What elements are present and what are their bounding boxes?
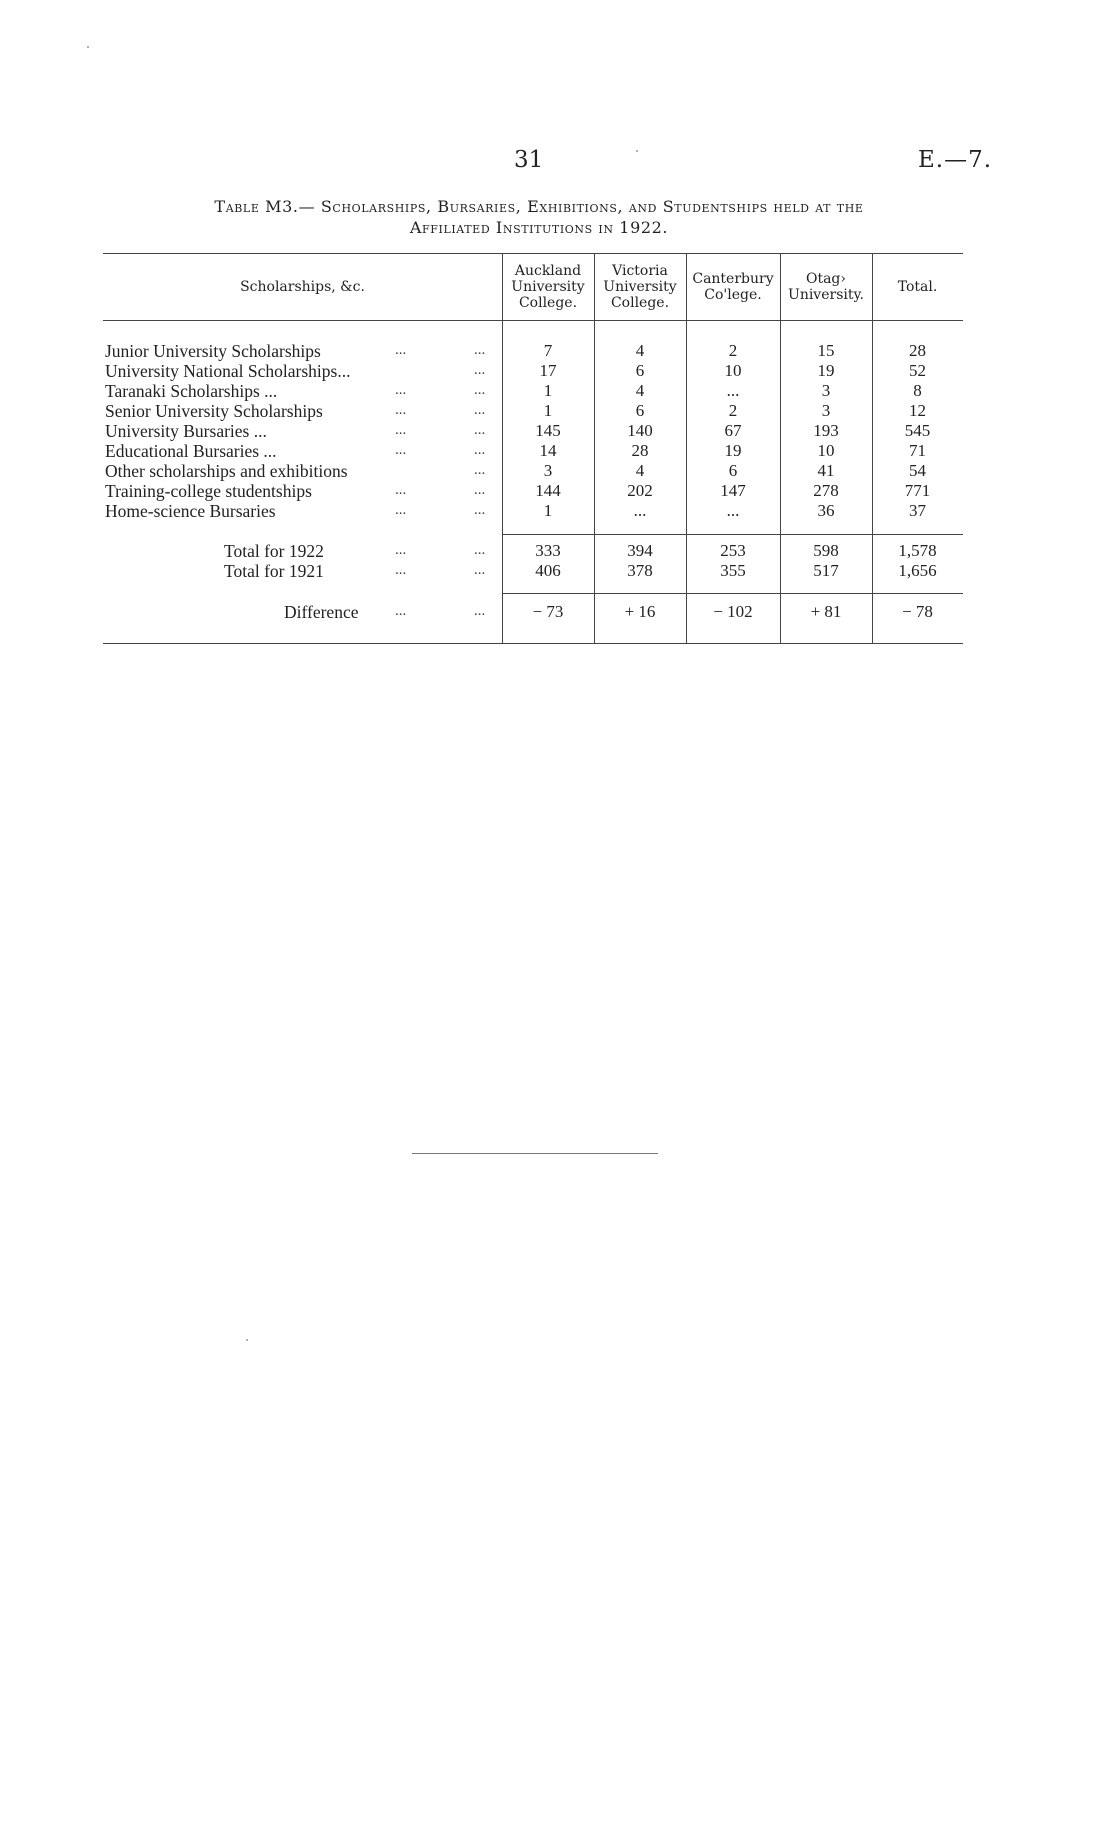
cell-auckland: 144	[535, 481, 561, 500]
cell-auckland: 1	[543, 381, 553, 400]
cell-otago: 41	[817, 461, 835, 480]
cell-victoria: 202	[627, 481, 653, 500]
leader-dots: ...	[474, 542, 486, 558]
row-label: Taranaki Scholarships ...	[105, 381, 278, 401]
row-label: Educational Bursaries ...	[105, 441, 277, 461]
cell-auckland: 1	[543, 401, 553, 420]
leader-dots: ...	[474, 482, 486, 498]
cell-total: 54	[909, 461, 926, 480]
column-header-total: Total.	[897, 279, 938, 295]
cell-otago: 10	[817, 441, 835, 460]
total-label: Total for 1921	[224, 561, 324, 581]
leader-dots: ...	[474, 402, 486, 418]
cell-victoria: ...	[633, 501, 647, 520]
totals-top-rule	[502, 534, 963, 535]
difference-top-rule	[502, 593, 963, 594]
cell-victoria: 140	[627, 421, 653, 440]
cell-auckland: − 73	[532, 602, 564, 621]
column-header-otago: Otag› University.	[788, 271, 864, 303]
cell-canterbury: 147	[720, 481, 746, 500]
cell-total: 1,656	[898, 561, 937, 580]
cell-auckland: 17	[539, 361, 557, 380]
cell-otago: 15	[817, 341, 835, 360]
cell-canterbury: ...	[726, 501, 740, 520]
cell-canterbury: 67	[724, 421, 742, 440]
cell-total: 1,578	[898, 541, 937, 560]
leader-dots: ...	[395, 402, 407, 418]
print-speck	[246, 1339, 248, 1341]
table-bottom-rule	[103, 643, 963, 644]
cell-otago: 3	[821, 401, 831, 420]
cell-canterbury: 355	[720, 561, 746, 580]
leader-dots: ...	[474, 442, 486, 458]
row-label: Training-college studentships	[105, 481, 312, 501]
cell-auckland: 3	[543, 461, 553, 480]
section-separator-rule	[412, 1153, 658, 1154]
leader-dots: ...	[474, 462, 486, 478]
cell-total: − 78	[902, 602, 933, 621]
table-title-line-2: Affiliated Institutions in 1922.	[409, 218, 669, 237]
cell-auckland: 145	[535, 421, 561, 440]
cell-total: 8	[913, 381, 922, 400]
cell-victoria: 4	[635, 461, 645, 480]
cell-total: 52	[909, 361, 926, 380]
cell-total: 37	[909, 501, 926, 520]
leader-dots: ...	[395, 562, 407, 578]
row-label: Home-science Bursaries	[105, 501, 276, 521]
leader-dots: ...	[474, 562, 486, 578]
leader-dots: ...	[474, 362, 486, 378]
leader-dots: ...	[395, 382, 407, 398]
leader-dots: ...	[395, 482, 407, 498]
page-code: E.—7.	[918, 147, 993, 173]
page-number: 31	[514, 147, 544, 173]
leader-dots: ...	[395, 422, 407, 438]
total-label: Total for 1922	[224, 541, 324, 561]
leader-dots: ...	[395, 442, 407, 458]
cell-canterbury: 6	[728, 461, 738, 480]
cell-canterbury: 253	[720, 541, 746, 560]
column-header-canterbury: Canterbury Co'lege.	[692, 271, 774, 303]
cell-otago: 36	[817, 501, 835, 520]
cell-otago: 3	[821, 381, 831, 400]
cell-victoria: 378	[627, 561, 653, 580]
cell-victoria: 4	[635, 381, 645, 400]
leader-dots: ...	[395, 342, 407, 358]
cell-otago: 598	[813, 541, 839, 560]
cell-otago: 278	[813, 481, 839, 500]
leader-dots: ...	[474, 502, 486, 518]
leader-dots: ...	[474, 422, 486, 438]
cell-total: 12	[909, 401, 926, 420]
leader-dots: ...	[395, 542, 407, 558]
header-bottom-rule	[103, 320, 963, 321]
table-top-rule	[103, 253, 963, 254]
cell-auckland: 7	[543, 341, 553, 360]
stub-header: Scholarships, &c.	[240, 279, 365, 295]
row-label: University National Scholarships...	[105, 361, 351, 381]
cell-victoria: 6	[635, 361, 645, 380]
cell-auckland: 1	[543, 501, 553, 520]
leader-dots: ...	[474, 342, 486, 358]
cell-canterbury: 2	[728, 401, 738, 420]
cell-victoria: 394	[627, 541, 653, 560]
row-label: Other scholarships and exhibitions	[105, 461, 348, 481]
row-label: University Bursaries ...	[105, 421, 267, 441]
print-speck	[636, 150, 638, 152]
cell-total: 545	[904, 421, 931, 440]
column-header-auckland: Auckland University College.	[511, 263, 585, 311]
row-label: Senior University Scholarships	[105, 401, 323, 421]
cell-canterbury: − 102	[713, 602, 753, 621]
cell-total: 771	[904, 481, 931, 500]
cell-otago: 19	[817, 361, 835, 380]
cell-auckland: 14	[539, 441, 557, 460]
cell-otago: 193	[813, 421, 839, 440]
cell-canterbury: ...	[726, 381, 740, 400]
cell-auckland: 406	[535, 561, 561, 580]
difference-label: Difference	[284, 602, 359, 622]
cell-total: 28	[909, 341, 926, 360]
leader-dots: ...	[474, 382, 486, 398]
cell-victoria: 6	[635, 401, 645, 420]
cell-canterbury: 19	[724, 441, 742, 460]
cell-victoria: + 16	[624, 602, 656, 621]
cell-canterbury: 2	[728, 341, 738, 360]
cell-canterbury: 10	[724, 361, 742, 380]
cell-otago: 517	[813, 561, 839, 580]
cell-total: 71	[909, 441, 926, 460]
cell-otago: + 81	[810, 602, 842, 621]
leader-dots: ...	[395, 502, 407, 518]
cell-auckland: 333	[535, 541, 561, 560]
row-label: Junior University Scholarships	[105, 341, 321, 361]
table-title	[100, 196, 978, 238]
print-speck	[87, 46, 89, 48]
column-header-victoria: Victoria University College.	[603, 263, 677, 311]
leader-dots: ...	[395, 603, 407, 619]
table-title-line-1: Table M3.— Scholarships, Bursaries, Exhibitions, and Studentships held at the	[214, 197, 864, 216]
leader-dots: ...	[474, 603, 486, 619]
cell-victoria: 28	[631, 441, 649, 460]
cell-victoria: 4	[635, 341, 645, 360]
